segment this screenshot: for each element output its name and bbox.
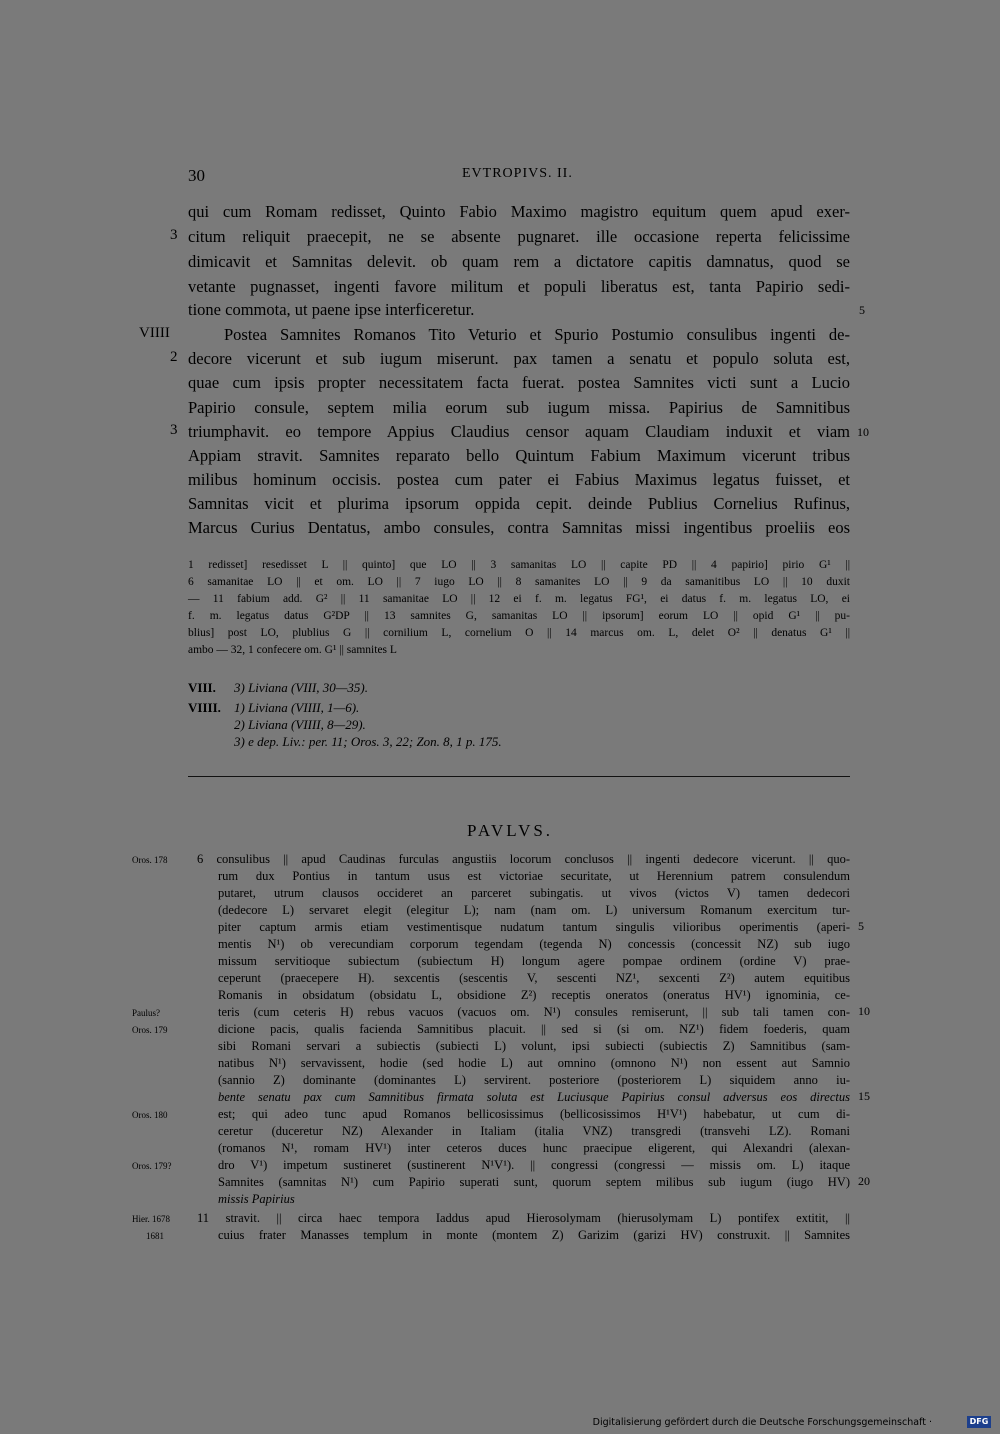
sidenote: Paulus? [132,1008,160,1018]
paulus-line: (sannio Z) dominante (dominantes L) servirent. posteriore (posteriorem L) siquidem anno iu- [218,1073,850,1087]
paulus-line: missis Papirius [218,1192,295,1206]
paulus-line: mentis N¹) ob verecundiam corporum tegendam (tegenda N) concessis (concessit NZ) sub iugo [218,937,850,951]
main-line: vetante pugnasset, ingenti favore militum et populi liberatus est, tanta Papirio sedi- [188,277,850,296]
paulus-line: dicione pacis, qualis facienda Samnitibus placuit. || sed si (si om. NZ¹) fidem foederis, quam [218,1022,850,1036]
main-line: Samnitas vicit et plurima ipsorum oppida cepit. deinde Publius Cornelius Rufinus, [188,494,850,513]
sidenote: Oros. 179? [132,1161,172,1171]
paulus-line: (romanos N¹, romam HV¹) inter ceteros duces hunc praecipue eligerent, qui Alexandri (alexan- [218,1141,850,1155]
paulus-line: piter captum armis etiam vestimentisque nudatum tantum singulis vilioribus operimentis (aperi- [218,920,850,934]
paulus-line: missum servitioque subiectum (subiectum H) longum agere pompae ordinem (ordine V) prae- [218,954,850,968]
apparatus-line: 6 samanitae LO || et om. LO || 7 iugo LO || 8 samanites LO || 9 da samanitibus LO || 10 duxit [188,576,850,588]
page-number: 30 [188,166,205,185]
line-number: 10 [858,1004,870,1018]
main-line: decore vicerunt et sub iugum miserunt. pax tamen a senatu et populo soluta est, [188,349,850,368]
paulus-line: cuius frater Manasses templum in monte (montem Z) Garizim (garizi HV) construxit. || Samnites [218,1228,850,1242]
paulus-line: Romanis in obsidatum (obsidatu L, obsidione Z²) receptis oneratos (oneratus HV¹) ignominia, ce- [218,988,850,1002]
sidenote: Hier. 1678 [132,1214,170,1224]
line-number: 5 [858,919,864,933]
chapter-number: VIIII [139,325,170,341]
paulus-line: sibi Romani servari a subiectis (subiecti L) volunt, ipsi subiecti (subiectis Z) Samnitibus (sam- [218,1039,850,1053]
section-number: 3 [170,422,178,438]
running-title: EVTROPIVS. II. [462,166,573,181]
apparatus-line: — 11 fabium add. G² || 11 samanitae LO || 12 ei f. m. legatus FG¹, ei datus f. m. legatus LO, ei [188,593,850,605]
source-num: VIIII. [188,700,221,715]
main-line: milibus hominum occisis. postea cum pater ei Fabius Maximus legatus fuisset, et [188,470,850,489]
source-entry [188,733,502,751]
source-text: 2) Liviana (VIIII, 8—29). [234,717,366,732]
paulus-line: bente senatu pax cum Samnitibus firmata soluta est Luciusque Papirius consul adversus eos directus [218,1090,850,1104]
apparatus-line: ambo — 32, 1 confecere om. G¹ || samnites L [188,644,397,656]
section-number: 3 [170,227,178,243]
main-line: citum reliquit praecepit, ne se absente pugnaret. ille occasione reperta felicissime [188,227,850,246]
sidenote: Oros. 180 [132,1110,168,1120]
paulus-line: putaret, utrum clausos occideret an parceret subingatis. ut vivos (victos V) tamen dedecori [218,886,850,900]
sidenote: Oros. 179 [132,1025,168,1035]
source-text: 3) Liviana (VIII, 30—35). [234,680,368,695]
sidenote: 1681 [146,1231,164,1241]
paulus-line: Samnites (samnitas N¹) cum Papirio superati sunt, quorum septem milibus sub iugum (iugo HV) [218,1175,850,1189]
main-line: qui cum Romam redisset, Quinto Fabio Maximo magistro equitum quem apud exer- [188,202,850,221]
source-text: 1) Liviana (VIIII, 1—6). [234,700,360,715]
paulus-line: ceperunt (praecepere H). sexcentis (sescentis V, sescenti NZ¹, sexcenti Z²) autem equitibus [218,971,850,985]
main-line: Postea Samnites Romanos Tito Veturio et Spurio Postumio consulibus ingenti de- [224,325,850,344]
line-number: 5 [859,303,865,317]
section-title: PAVLVS. [467,821,554,840]
paulus-line: dro V¹) impetum sustineret (sustinerent N¹V¹). || congressi (congressi — missis om. L) itaque [218,1158,850,1172]
main-line: triumphavit. eo tempore Appius Claudius censor aquam Claudiam induxit et viam [188,422,850,441]
main-line: tione commota, ut paene ipse interficeretur. [188,300,475,319]
apparatus-line: blius] post LO, plublius G || cornilium L, cornelium O || 14 marcus om. L, delet O² || denatus G¹ || [188,627,850,639]
apparatus-line: 1 redisset] resedisset L || quinto] que LO || 3 samanitas LO || capite PD || 4 papirio] pirio G¹ || [188,559,850,571]
source-num: VIII. [188,680,216,695]
paulus-line: natibus N¹) servavissent, hodie (sed hodie L) aut omnino (omnono N¹) non essent aut Samnio [218,1056,850,1070]
paulus-line: 11 stravit. || circa haec tempora Iaddus apud Hierosolymam (hierusolymam L) pontifex extitit, || [197,1211,850,1225]
section-number: 2 [170,349,178,365]
paulus-line: teris (cum ceteris H) rebus vacuos (vacuos om. N¹) consules remiserunt, || sub tali tamen con- [218,1005,850,1019]
source-text: 3) e dep. Liv.: per. 11; Oros. 3, 22; Zon. 8, 1 p. 175. [234,734,502,749]
paulus-line: est; qui adeo tunc apud Romanos bellicosissimus (bellicosissimos H¹V¹) habebatur, ut cum di- [218,1107,850,1121]
source-entry [188,699,359,717]
paulus-line: (dedecore L) servaret elegit (elegitur L); nam (nam om. L) universum Romanum exercitum tur- [218,903,850,917]
paulus-line: ceretur (duceretur NZ) Alexander in Italiam (italia VNZ) transgredi (transvehi LZ). Romani [218,1124,850,1138]
divider [188,776,850,777]
main-line: quae cum ipsis propter necessitatem facta fuerat. postea Samnites victi sunt a Lucio [188,373,850,392]
main-line: Marcus Curius Dentatus, ambo consules, contra Samnitas missi ingentibus proeliis eos [188,518,850,537]
paulus-line: 6 consulibus || apud Caudinas furculas angustiis locorum conclusos || ingenti dedecore vicerunt. || quo- [197,852,850,866]
paulus-line: rum dux Pontius in tantum usus est victoriae securitate, ut Herennium patrem consulendum [218,869,850,883]
line-number: 15 [858,1089,870,1103]
source-entry [188,679,368,697]
footer-credit: Digitalisierung gefördert durch die Deutsche Forschungsgemeinschaft · [592,1417,932,1428]
main-line: dimicavit et Samnitas delevit. ob quam rem a dictatore capitis damnatus, quod se [188,252,850,271]
apparatus-line: f. m. legatus datus G²DP || 13 samnites G, samanitas LO || ipsorum] eorum LO || opid G¹ || pu- [188,610,850,622]
line-number: 20 [858,1174,870,1188]
sidenote: Oros. 178 [132,855,168,865]
line-number: 10 [857,425,869,439]
source-entry [188,716,366,734]
dfg-logo: DFG [967,1416,991,1428]
main-line: Appiam stravit. Samnites reparato bello Quintum Fabium Maximum vicerunt tribus [188,446,850,465]
main-line: Papirio consule, septem milia eorum sub iugum missa. Papirius de Samnitibus [188,398,850,417]
